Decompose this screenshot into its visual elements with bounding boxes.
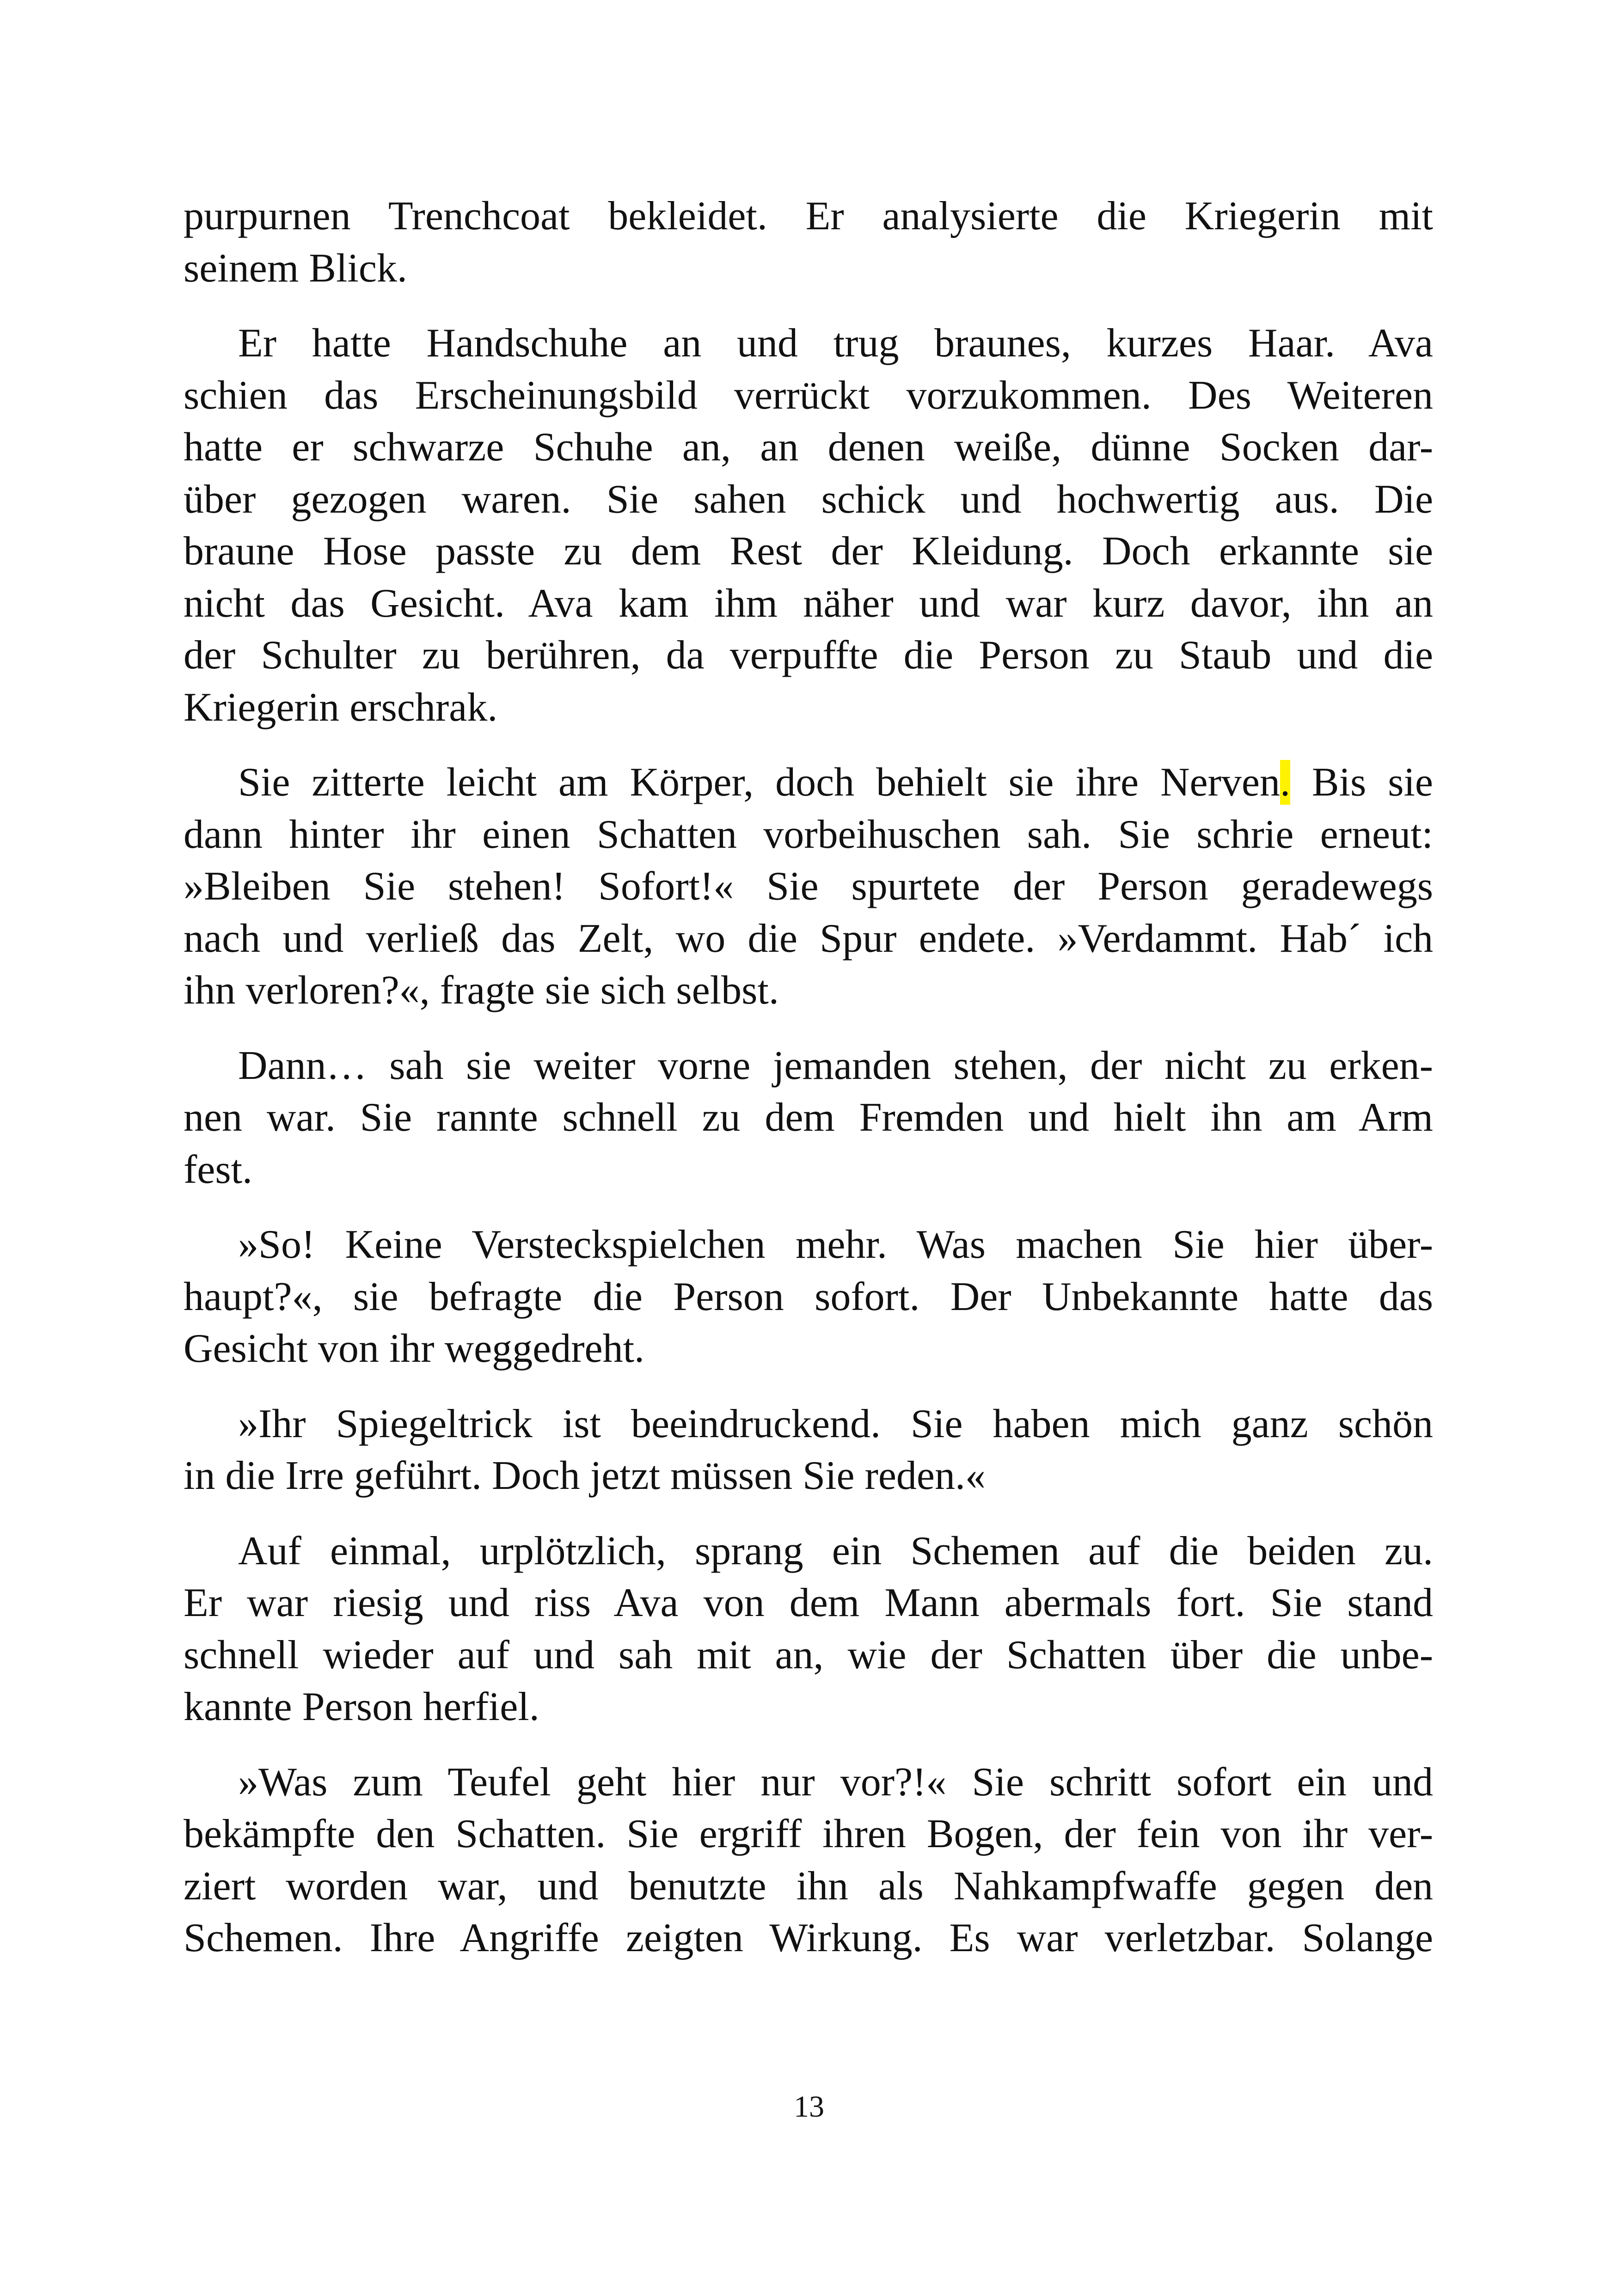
paragraph <box>184 318 1433 734</box>
paragraph <box>184 1040 1433 1196</box>
line-text: purpurnen Trenchcoat bekleidet. Er analysierte die Kriegerin mit <box>184 194 1433 239</box>
line-text: hatte er schwarze Schuhe an, an denen weiße, dünne Socken dar- <box>184 425 1433 470</box>
line-text: Auf einmal, urplötzlich, sprang ein Schemen auf die beiden zu. <box>238 1528 1433 1574</box>
line-text: nach und verließ das Zelt, wo die Spur endete. »Verdammt. Hab´ ich <box>184 916 1433 961</box>
text-line <box>184 1219 1433 1271</box>
text-line <box>184 757 1433 809</box>
paragraph <box>184 1525 1433 1733</box>
text-line <box>184 1629 1433 1682</box>
text-line <box>184 526 1433 578</box>
paragraph <box>184 757 1433 1017</box>
line-text: kannte Person herfiel. <box>184 1684 539 1729</box>
text-line <box>184 190 1433 243</box>
paragraph <box>184 190 1433 294</box>
line-text: Schemen. Ihre Angriffe zeigten Wirkung. Es war verletzbar. Solange <box>184 1916 1433 1960</box>
line-text: fest. <box>184 1147 253 1192</box>
line-text: Bis sie <box>1290 760 1433 805</box>
text-line <box>184 318 1433 370</box>
paragraph <box>184 1398 1433 1502</box>
text-line <box>184 630 1433 682</box>
line-text: schien das Erscheinungsbild verrückt vorzukommen. Des Weiteren <box>184 373 1433 418</box>
text-line <box>184 1092 1433 1144</box>
text-line <box>184 1525 1433 1578</box>
line-text: ihn verloren?«, fragte sie sich selbst. <box>184 968 779 1013</box>
text-line <box>184 1912 1433 1965</box>
paragraph <box>184 1757 1433 1965</box>
line-text: Dann… sah sie weiter vorne jemanden stehen, der nicht zu erken- <box>238 1043 1433 1088</box>
text-line <box>184 861 1433 913</box>
text-line <box>184 578 1433 630</box>
text-line <box>184 809 1433 861</box>
text-line <box>184 965 1433 1017</box>
text-line <box>184 1577 1433 1629</box>
page-number: 13 <box>794 2090 824 2124</box>
line-text: Gesicht von ihr weggedreht. <box>184 1326 645 1371</box>
text-line <box>184 1323 1433 1375</box>
text-line <box>184 1040 1433 1092</box>
body-text <box>184 190 1433 1988</box>
line-text: seinem Blick. <box>184 245 407 291</box>
line-text: haupt?«, sie befragte die Person sofort. Der Unbekannte hatte das <box>184 1274 1433 1319</box>
line-text: braune Hose passte zu dem Rest der Kleidung. Doch erkannte sie <box>184 529 1433 574</box>
line-text: schnell wieder auf und sah mit an, wie der Schatten über die unbe- <box>184 1632 1433 1678</box>
line-text: nen war. Sie rannte schnell zu dem Fremden und hielt ihn am Arm <box>184 1095 1433 1140</box>
line-text: ziert worden war, und benutzte ihn als Nahkampfwaffe gegen den <box>184 1863 1433 1909</box>
line-text: über gezogen waren. Sie sahen schick und hochwertig aus. Die <box>184 477 1433 522</box>
line-text: »Was zum Teufel geht hier nur vor?!« Sie schritt sofort ein und <box>238 1759 1433 1805</box>
line-text: bekämpfte den Schatten. Sie ergriff ihren Bogen, der fein von ihr ver- <box>184 1812 1433 1856</box>
line-text: »Ihr Spiegeltrick ist beeindruckend. Sie haben mich ganz schön <box>238 1401 1433 1446</box>
text-line <box>184 1681 1433 1733</box>
line-text: nicht das Gesicht. Ava kam ihm näher und war kurz davor, ihn an <box>184 581 1433 626</box>
text-line <box>184 682 1433 734</box>
line-text: Sie zitterte leicht am Körper, doch behielt sie ihre Nerven <box>238 760 1280 805</box>
line-text: Er war riesig und riss Ava von dem Mann abermals fort. Sie stand <box>184 1580 1433 1625</box>
text-line <box>184 1271 1433 1323</box>
line-text: »So! Keine Versteckspielchen mehr. Was machen Sie hier über- <box>238 1222 1433 1267</box>
line-text: Er hatte Handschuhe an und trug braunes, kurzes Haar. Ava <box>238 321 1433 366</box>
line-text: »Bleiben Sie stehen! Sofort!« Sie spurtete der Person geradewegs <box>184 864 1433 909</box>
highlighted-text: . <box>1280 760 1290 805</box>
text-line <box>184 422 1433 474</box>
paragraph <box>184 1219 1433 1375</box>
text-line <box>184 1757 1433 1809</box>
line-text: Kriegerin erschrak. <box>184 685 498 730</box>
text-line <box>184 474 1433 526</box>
text-line <box>184 243 1433 295</box>
text-line <box>184 1144 1433 1196</box>
line-text: in die Irre geführt. Doch jetzt müssen Sie reden.« <box>184 1453 986 1498</box>
text-line <box>184 1808 1433 1861</box>
line-text: der Schulter zu berühren, da verpuffte die Person zu Staub und die <box>184 633 1433 678</box>
text-line <box>184 1450 1433 1502</box>
text-line <box>184 913 1433 965</box>
line-text: dann hinter ihr einen Schatten vorbeihuschen sah. Sie schrie erneut: <box>184 812 1433 857</box>
text-line <box>184 1398 1433 1451</box>
text-line <box>184 1861 1433 1913</box>
text-line <box>184 370 1433 422</box>
